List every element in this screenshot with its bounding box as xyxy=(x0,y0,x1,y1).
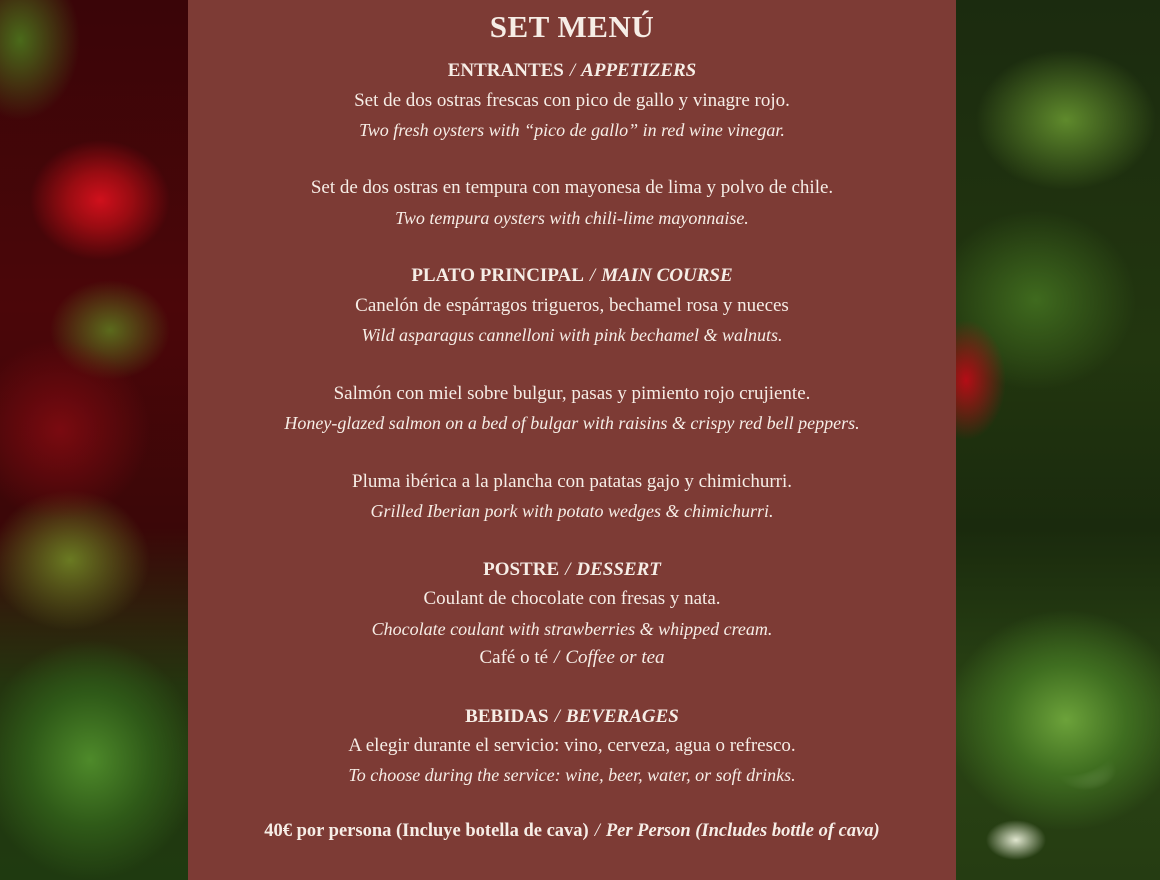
dessert-1-en: Chocolate coulant with strawberries & whipped cream. xyxy=(371,619,773,639)
heading-es: ENTRANTES xyxy=(447,60,564,81)
price-en: Per Person (Includes bottle of cava) xyxy=(605,821,880,841)
price-line xyxy=(188,820,956,842)
heading-en: DESSERT xyxy=(576,559,661,580)
price-es: 40€ por persona (Incluye botella de cava) xyxy=(264,821,589,841)
main-2-en: Honey-glazed salmon on a bed of bulgar with raisins & crispy red bell peppers. xyxy=(284,413,860,433)
appetizer-1-es: Set de dos ostras frescas con pico de gallo y vinagre rojo. xyxy=(354,90,790,111)
coffee-separator: / xyxy=(554,647,560,668)
heading-en: BEVERAGES xyxy=(565,706,679,727)
heading-en: MAIN COURSE xyxy=(601,265,733,286)
main-2-es: Salmón con miel sobre bulgur, pasas y pimiento rojo crujiente. xyxy=(333,383,811,404)
main-3-es: Pluma ibérica a la plancha con patatas gajo y chimichurri. xyxy=(352,471,792,492)
menu-title: SET MENÚ xyxy=(489,9,655,44)
appetizer-1-en: Two fresh oysters with “pico de gallo” in red wine vinegar. xyxy=(359,120,785,140)
beverages-en: To choose during the service: wine, beer, water, or soft drinks. xyxy=(348,765,796,785)
main-1-en: Wild asparagus cannelloni with pink bechamel & walnuts. xyxy=(361,325,783,345)
main-3-en: Grilled Iberian pork with potato wedges & chimichurri. xyxy=(370,501,774,521)
heading-es: BEBIDAS xyxy=(465,706,549,727)
heading-separator: / xyxy=(589,265,596,286)
beverages-es: A elegir durante el servicio: vino, cerveza, agua o refresco. xyxy=(348,735,796,756)
appetizer-2-en: Two tempura oysters with chili-lime mayonnaise. xyxy=(395,208,749,228)
coffee-es: Café o té xyxy=(479,647,549,668)
section-heading-appetizers xyxy=(188,60,956,82)
foliage-background-left xyxy=(0,0,188,880)
heading-separator: / xyxy=(565,559,571,580)
heading-en: APPETIZERS xyxy=(581,60,697,81)
dessert-1-es: Coulant de chocolate con fresas y nata. xyxy=(423,588,721,609)
section-heading-beverages xyxy=(188,706,956,728)
section-heading-dessert xyxy=(188,559,956,581)
price-separator: / xyxy=(594,821,600,841)
foliage-background-right xyxy=(956,0,1160,880)
section-heading-main-course xyxy=(188,265,956,287)
menu-panel xyxy=(188,0,956,880)
heading-es: PLATO PRINCIPAL xyxy=(411,265,584,286)
appetizer-2-es: Set de dos ostras en tempura con mayonesa de lima y polvo de chile. xyxy=(310,177,834,198)
coffee-en: Coffee or tea xyxy=(565,647,665,668)
heading-es: POSTRE xyxy=(483,559,560,580)
main-1-es: Canelón de espárragos trigueros, bechamel rosa y nueces xyxy=(355,295,789,316)
coffee-line xyxy=(188,647,956,669)
heading-separator: / xyxy=(569,60,576,81)
heading-separator: / xyxy=(554,706,560,727)
